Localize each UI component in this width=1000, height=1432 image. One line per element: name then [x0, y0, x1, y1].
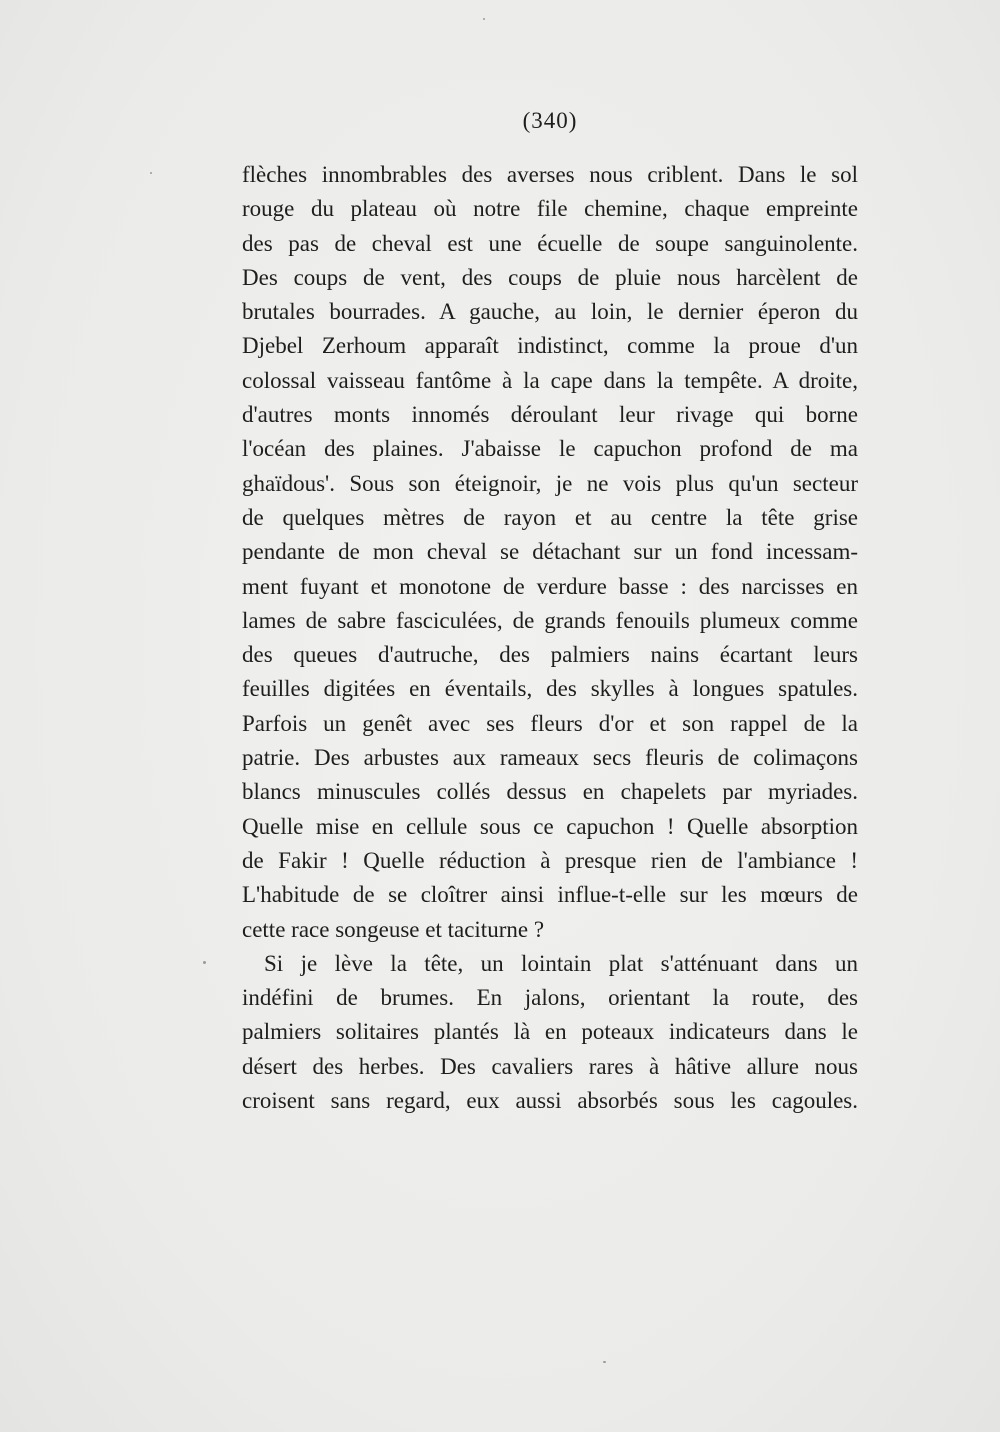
text-line: indéfini de brumes. En jalons, orientant la route, des	[242, 985, 858, 1011]
text-line: palmiers solitaires plantés là en poteaux indicateurs dans le	[242, 1019, 858, 1045]
paper-speck	[603, 1361, 606, 1363]
body-text	[242, 158, 858, 1118]
text-line: de Fakir ! Quelle réduction à presque rien de l'ambiance !	[242, 847, 858, 873]
text-line: blancs minuscules collés dessus en chapelets par myriades.	[242, 779, 858, 805]
paragraph	[242, 158, 858, 947]
text-line: colossal vaisseau fantôme à la cape dans la tempête. A droite,	[242, 367, 858, 393]
text-line: des queues d'autruche, des palmiers nains écartant leurs	[242, 642, 858, 668]
text-line: croisent sans regard, eux aussi absorbés sous les cagoules.	[242, 1088, 858, 1114]
text-line: Des coups de vent, des coups de pluie nous harcèlent de	[242, 264, 858, 290]
text-line: désert des herbes. Des cavaliers rares à hâtive allure nous	[242, 1053, 858, 1079]
text-line: d'autres monts innomés déroulant leur rivage qui borne	[242, 402, 858, 428]
paper-speck	[203, 961, 206, 964]
text-line: cette race songeuse et taciturne ?	[242, 916, 545, 942]
text-line: Parfois un genêt avec ses fleurs d'or et son rappel de la	[242, 710, 858, 736]
paper-speck	[483, 18, 485, 20]
text-line: Quelle mise en cellule sous ce capuchon ! Quelle absorption	[242, 813, 858, 839]
page-number: (340)	[522, 108, 578, 133]
text-line: rouge du plateau où notre file chemine, chaque empreinte	[242, 196, 858, 222]
text-line: de quelques mètres de rayon et au centre la tête grise	[242, 504, 858, 530]
text-line: lames de sabre fasciculées, de grands fenouils plumeux comme	[242, 607, 858, 633]
text-line: Djebel Zerhoum apparaît indistinct, comme la proue d'un	[242, 333, 858, 359]
paper-speck	[150, 172, 152, 174]
text-line: ghaïdous'. Sous son éteignoir, je ne vois plus qu'un secteur	[242, 470, 858, 496]
text-line: l'océan des plaines. J'abaisse le capuchon profond de ma	[242, 436, 858, 462]
text-line: patrie. Des arbustes aux rameaux secs fleuris de colimaçons	[242, 745, 858, 771]
text-line: feuilles digitées en éventails, des skylles à longues spatules.	[242, 676, 858, 702]
text-line: Si je lève la tête, un lointain plat s'atténuant dans un	[264, 950, 858, 976]
text-line: pendante de mon cheval se détachant sur un fond incessam-	[242, 539, 858, 565]
paragraph	[242, 947, 858, 1118]
text-line: brutales bourrades. A gauche, au loin, le dernier éperon du	[242, 299, 858, 325]
text-line: ment fuyant et monotone de verdure basse : des narcisses en	[242, 573, 858, 599]
text-line: des pas de cheval est une écuelle de soupe sanguinolente.	[242, 230, 858, 256]
text-line: flèches innombrables des averses nous criblent. Dans le sol	[242, 162, 858, 187]
text-line: L'habitude de se cloîtrer ainsi influe-t-elle sur les mœurs de	[242, 882, 858, 908]
